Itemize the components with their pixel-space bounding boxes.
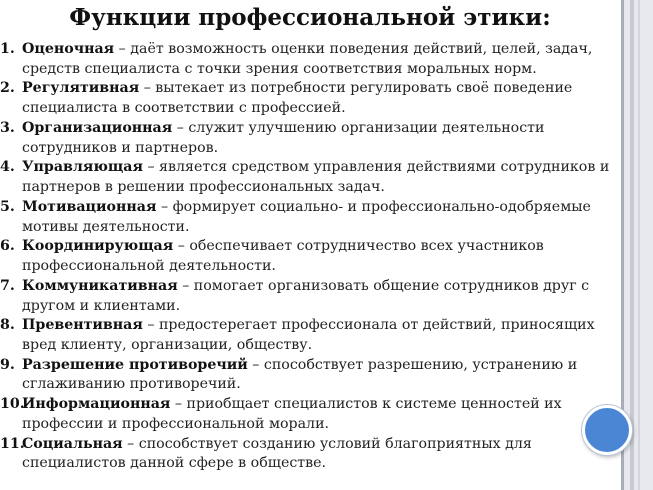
item-term: Координирующая	[22, 238, 174, 255]
item-term: Мотивационная	[22, 198, 157, 215]
item-term: Регулятивная	[22, 80, 140, 97]
list-item	[0, 316, 611, 355]
item-number: 1.	[0, 41, 15, 57]
list-item	[0, 158, 611, 197]
item-text: – предостерегает профессионала от действий, приносящих вред клиенту, организации, обществу.	[22, 317, 595, 353]
item-text: – даёт возможность оценки поведения действий, целей, задач, средств специалиста с точки зрения соответствия моральных норм.	[22, 41, 593, 77]
item-term: Оценочная	[22, 41, 115, 57]
item-text: – приобщает специалистов к системе ценностей их профессии и профессиональной морали.	[22, 396, 562, 432]
list-item	[0, 277, 611, 316]
item-term: Разрешение противоречий	[22, 356, 248, 373]
item-number: 5.	[0, 198, 15, 215]
list-item	[0, 198, 611, 237]
item-number: 4.	[0, 159, 15, 176]
item-number: 9.	[0, 356, 15, 373]
border-stripe	[630, 0, 634, 490]
item-text: – способствует созданию условий благоприятных для специалистов данной сфере в обществе.	[22, 435, 532, 472]
item-number: 3.	[0, 119, 15, 136]
list-item	[0, 79, 611, 118]
item-text: – вытекает из потребности регулировать своё поведение специалиста в соответствии с профессией.	[22, 80, 573, 117]
list-item	[0, 119, 611, 158]
item-term: Организационная	[22, 119, 173, 136]
functions-list	[0, 40, 611, 474]
item-text: – является средством управления действиями сотрудников и партнеров в решении профессиональных задач.	[22, 159, 610, 196]
slide-title: Функции профессиональной этики:	[69, 4, 551, 31]
item-number: 10.	[0, 396, 25, 413]
item-text: – способствует разрешению, устранению и сглаживанию противоречий.	[22, 356, 578, 393]
item-text: – служит улучшению организации деятельности сотрудников и партнеров.	[22, 119, 545, 156]
item-number: 2.	[0, 80, 15, 97]
item-number: 11.	[0, 435, 25, 452]
decorative-circle-icon	[582, 405, 632, 455]
item-text: – формирует социально- и профессионально-одобряемые мотивы деятельности.	[22, 198, 591, 235]
item-term: Коммуникативная	[22, 277, 178, 294]
item-number: 8.	[0, 317, 15, 334]
list-item	[0, 435, 611, 474]
item-number: 7.	[0, 277, 15, 294]
item-text: – помогает организовать общение сотрудников друг с другом и клиентами.	[22, 277, 590, 314]
list-item	[0, 395, 611, 434]
item-term: Информационная	[22, 396, 171, 413]
list-item	[0, 237, 611, 276]
border-stripe-thin	[638, 0, 640, 490]
item-number: 6.	[0, 238, 15, 255]
item-text: – обеспечивает сотрудничество всех участников профессиональной деятельности.	[22, 238, 544, 275]
list-item	[0, 40, 611, 79]
item-term: Управляющая	[22, 159, 143, 176]
item-term: Превентивная	[22, 317, 143, 334]
list-item	[0, 356, 611, 395]
item-term: Социальная	[22, 435, 123, 452]
